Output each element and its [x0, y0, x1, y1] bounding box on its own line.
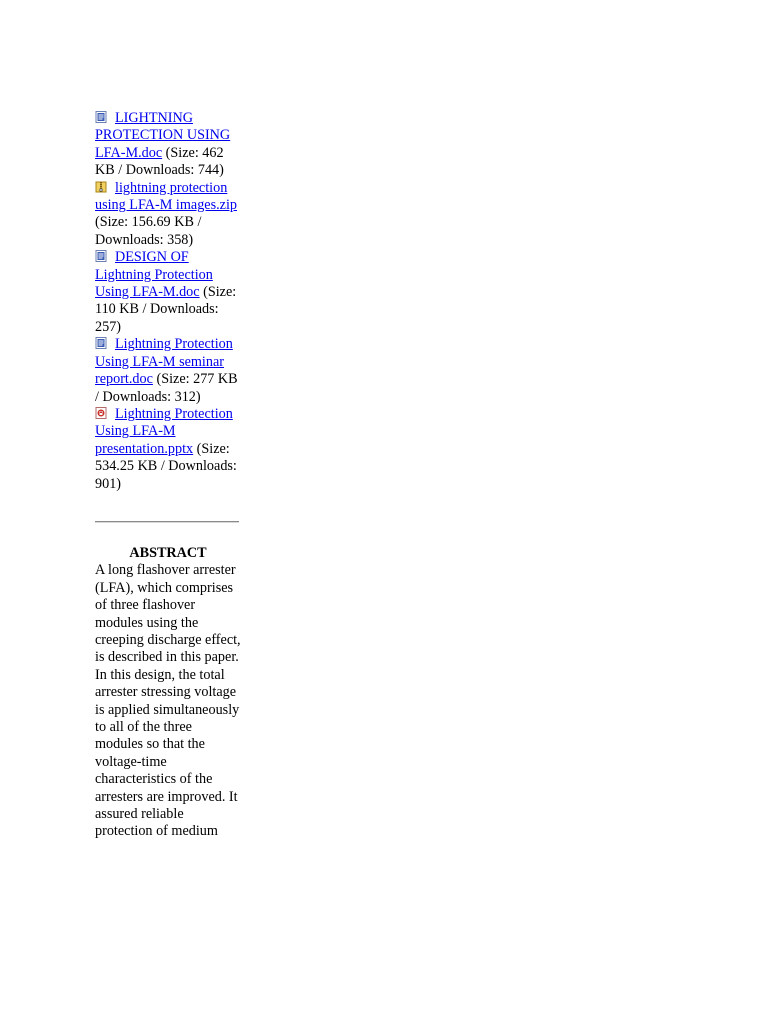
attachment-list — [95, 110, 241, 493]
document-column — [95, 110, 241, 841]
attachment-item — [95, 336, 241, 406]
word-document-icon[interactable] — [95, 337, 107, 349]
attachment-meta: (Size: 462 KB / Downloads: 744) — [95, 144, 224, 179]
attachment-meta: (Size: 110 KB / Downloads: 257) — [95, 284, 237, 335]
attachment-link[interactable]: Lightning Protection Using LFA-M seminar report.doc — [95, 336, 233, 388]
attachment-link[interactable]: lightning protection using LFA-M images.zip — [95, 179, 237, 214]
powerpoint-icon[interactable] — [95, 407, 107, 419]
attachment-meta: (Size: 534.25 KB / Downloads: 901) — [95, 440, 237, 492]
attachment-item — [95, 406, 241, 493]
attachment-item — [95, 249, 241, 336]
attachment-link[interactable]: DESIGN OF Lightning Protection Using LFA-M.doc — [95, 249, 213, 301]
attachment-link[interactable]: LIGHTNING PROTECTION USING LFA-M.doc — [95, 110, 231, 161]
abstract-heading: ABSTRACT — [129, 544, 207, 561]
word-document-icon[interactable] — [95, 250, 107, 262]
abstract-text: A long flashover arrester (LFA), which comprises of three flashover modules using the creeping discharge effect, is described in this paper. In this design, the total arrester stressing voltage is applied simultaneously to all of the three modules so that the voltage-time characteristics of the arresters are improved. It assured reliable protection of medium — [95, 562, 241, 840]
word-document-icon[interactable] — [95, 111, 107, 123]
attachment-meta: (Size: 277 KB / Downloads: 312) — [95, 371, 238, 405]
attachment-link[interactable]: Lightning Protection Using LFA-M presentation.pptx — [95, 405, 233, 457]
attachment-meta: (Size: 156.69 KB / Downloads: 358) — [95, 214, 202, 248]
horizontal-divider — [95, 521, 239, 523]
attachment-item — [95, 110, 241, 180]
zip-archive-icon[interactable] — [95, 181, 107, 193]
attachment-item — [95, 180, 241, 250]
